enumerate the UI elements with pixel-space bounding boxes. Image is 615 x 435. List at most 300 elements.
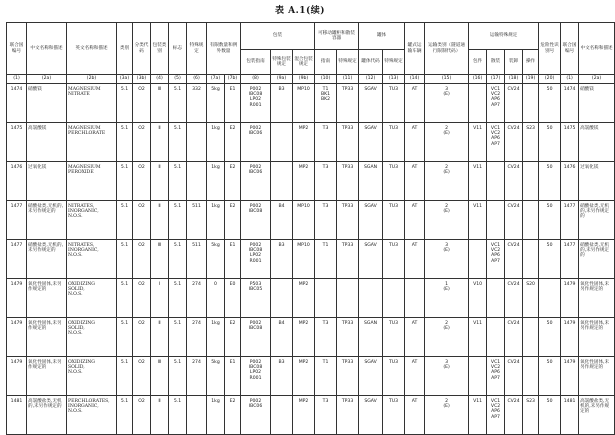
cell-tank-code: SGAV xyxy=(359,396,383,435)
cell-tank-special: TU3 xyxy=(383,123,405,162)
cell-mixed-pkg: MP2 xyxy=(293,396,315,435)
cell-excepted-qty: E2 xyxy=(225,396,241,435)
table-row xyxy=(7,318,615,357)
column-index-cell: (15) xyxy=(425,75,469,84)
cell-label: 5.1 xyxy=(169,201,187,240)
col-header-transport-category: 运输类别（隧道通行限制代码） xyxy=(425,23,469,75)
col-header-tank-code: 罐体代码 xyxy=(359,50,383,75)
cell-packing-group: Ⅲ xyxy=(151,357,169,396)
cell-limited-qty: 0 xyxy=(207,279,225,318)
cell-transport-category: 3 (E) xyxy=(425,240,469,279)
col-header-sp-handling: 装卸 xyxy=(505,50,523,75)
column-index-cell: (12) xyxy=(359,75,383,84)
cell-limited-qty: 5kg xyxy=(207,240,225,279)
cell-sp-operation: S20 xyxy=(523,279,539,318)
cell-en-name: OXIDIZING SOLID, N.O.S. xyxy=(67,318,117,357)
cell-portable-instruction xyxy=(315,279,337,318)
cell-excepted-qty: E2 xyxy=(225,162,241,201)
cell-vehicle: AT xyxy=(405,357,425,396)
cell-special-provision: 511 xyxy=(187,240,207,279)
column-index-row xyxy=(7,75,615,84)
cell-label: 5.1 xyxy=(169,123,187,162)
cell-special-provision xyxy=(187,123,207,162)
cell-un-no-end: 1476 xyxy=(561,162,579,201)
column-index-cell: (11) xyxy=(337,75,359,84)
cell-sp-package: V11 xyxy=(469,123,487,162)
cell-transport-category: 3 (E) xyxy=(425,84,469,123)
cell-cn-name-end: 硝酸镁 xyxy=(579,84,615,123)
column-index-cell: (2a) xyxy=(27,75,67,84)
cell-class: 5.1 xyxy=(117,240,133,279)
column-index-cell: (14) xyxy=(405,75,425,84)
cell-sp-package xyxy=(469,240,487,279)
column-index-cell: (10) xyxy=(315,75,337,84)
col-header-portable-instructions: 指南 xyxy=(315,50,337,75)
cell-vehicle xyxy=(405,279,425,318)
col-group-special-transport: 运输特殊规定 xyxy=(469,23,539,50)
cell-packing-group: Ⅱ xyxy=(151,396,169,435)
cell-tank-special: TU3 xyxy=(383,396,405,435)
cell-cn-name-end: 硝酸盐类,无机的,未另作规定的 xyxy=(579,240,615,279)
table-row xyxy=(7,396,615,435)
table-row xyxy=(7,84,615,123)
cell-cn-name: 氧化性固体,未另作规定的 xyxy=(27,279,67,318)
cell-portable-instruction: T3 xyxy=(315,123,337,162)
cell-pkg-special: B4 xyxy=(271,318,293,357)
cell-portable-instruction: T3 xyxy=(315,396,337,435)
column-index-cell: (13) xyxy=(383,75,405,84)
col-group-portable-tanks: 可移动罐柜和散装容器 xyxy=(315,23,359,50)
cell-vehicle: AT xyxy=(405,318,425,357)
cell-sp-operation: S23 xyxy=(523,396,539,435)
cell-hazard-id: 50 xyxy=(539,84,561,123)
cell-sp-bulk xyxy=(487,318,505,357)
cell-transport-category: 2 (E) xyxy=(425,123,469,162)
cell-vehicle: AT xyxy=(405,123,425,162)
col-header-class-code: 分类代码 xyxy=(133,23,151,75)
cell-class-code: O2 xyxy=(133,279,151,318)
cell-packing-group: Ⅱ xyxy=(151,123,169,162)
cell-tank-code: SGAV xyxy=(359,357,383,396)
cell-sp-package: V11 xyxy=(469,201,487,240)
cell-vehicle: AT xyxy=(405,162,425,201)
cell-un-no: 1479 xyxy=(7,357,27,396)
cell-un-no: 1479 xyxy=(7,279,27,318)
cell-sp-handling: CV24 xyxy=(505,396,523,435)
cell-pkg-instruction: P002 IBC08 LP02 R001 xyxy=(241,240,271,279)
cell-class-code: O2 xyxy=(133,357,151,396)
cell-pkg-special xyxy=(271,279,293,318)
cell-special-provision: 274 xyxy=(187,357,207,396)
cell-tank-special xyxy=(383,279,405,318)
column-index-cell: (8) xyxy=(241,75,271,84)
col-header-sp-bulk: 散装 xyxy=(487,50,505,75)
cell-special-provision: 274 xyxy=(187,318,207,357)
cell-un-no: 1477 xyxy=(7,201,27,240)
cell-class: 5.1 xyxy=(117,396,133,435)
cell-mixed-pkg: MP10 xyxy=(293,240,315,279)
cell-limited-qty: 1kg xyxy=(207,396,225,435)
cell-packing-group: Ⅲ xyxy=(151,240,169,279)
cell-portable-special: TP33 xyxy=(337,318,359,357)
cell-cn-name-end: 硝酸盐类,无机的,未另作规定的 xyxy=(579,201,615,240)
cell-class: 5.1 xyxy=(117,162,133,201)
cell-tank-special: TU3 xyxy=(383,162,405,201)
cell-label: 5.1 xyxy=(169,318,187,357)
cell-sp-bulk: VC1 VC2 AP6 AP7 xyxy=(487,240,505,279)
cell-transport-category: 2 (E) xyxy=(425,318,469,357)
cell-sp-package: V11 xyxy=(469,396,487,435)
cell-en-name: OXIDIZING SOLID, N.O.S. xyxy=(67,279,117,318)
col-header-sp-package: 包件 xyxy=(469,50,487,75)
cell-cn-name: 氧化性固体,未另作规定的 xyxy=(27,318,67,357)
cell-hazard-id: 50 xyxy=(539,201,561,240)
cell-en-name: NITRATES, INORGANIC, N.O.S. xyxy=(67,201,117,240)
column-index-cell: (20) xyxy=(539,75,561,84)
cell-hazard-id: 50 xyxy=(539,162,561,201)
cell-en-name: MAGNESIUM NITRATE xyxy=(67,84,117,123)
column-index-cell: (2b) xyxy=(67,75,117,84)
column-index-cell: (19) xyxy=(523,75,539,84)
cell-sp-handling: CV24 xyxy=(505,357,523,396)
column-index-cell: (4) xyxy=(151,75,169,84)
cell-cn-name: 硝酸盐类,无机的,未另作规定的 xyxy=(27,201,67,240)
cell-cn-name-end: 高氯酸镁 xyxy=(579,123,615,162)
cell-limited-qty: 1kg xyxy=(207,162,225,201)
cell-hazard-id: 50 xyxy=(539,123,561,162)
cell-mixed-pkg: MP10 xyxy=(293,84,315,123)
cell-cn-name: 硝酸镁 xyxy=(27,84,67,123)
col-header-un-no-end: 联合国编号 xyxy=(561,23,579,75)
cell-packing-group: Ⅱ xyxy=(151,162,169,201)
col-header-limited-excepted: 有限数量和例外数量 xyxy=(207,23,241,75)
cell-sp-operation xyxy=(523,357,539,396)
col-header-en-name: 英文名称和描述 xyxy=(67,23,117,75)
cell-pkg-instruction: P002 IBC08 LP02 R001 xyxy=(241,357,271,396)
cell-pkg-special xyxy=(271,123,293,162)
cell-portable-special: TP33 xyxy=(337,201,359,240)
col-group-tank: 罐体 xyxy=(359,23,405,50)
cell-pkg-special: B4 xyxy=(271,201,293,240)
cell-en-name: PERCHLORATES, INORGANIC, N.O.S. xyxy=(67,396,117,435)
cell-sp-operation xyxy=(523,162,539,201)
cell-packing-group: Ⅲ xyxy=(151,84,169,123)
cell-packing-group: Ⅱ xyxy=(151,318,169,357)
cell-un-no: 1479 xyxy=(7,318,27,357)
column-index-cell: (1) xyxy=(561,75,579,84)
column-index-cell: (5) xyxy=(169,75,187,84)
cell-hazard-id: 50 xyxy=(539,396,561,435)
cell-cn-name: 高氯酸盐类,无机的,未另作规定的 xyxy=(27,396,67,435)
cell-cn-name: 高氯酸镁 xyxy=(27,123,67,162)
cell-tank-code: SGAV xyxy=(359,201,383,240)
cell-un-no: 1475 xyxy=(7,123,27,162)
cell-sp-package: V11 xyxy=(469,318,487,357)
cell-pkg-instruction: P503 IBC05 xyxy=(241,279,271,318)
cell-sp-handling: CV24 xyxy=(505,201,523,240)
cell-class-code: O2 xyxy=(133,84,151,123)
table-row xyxy=(7,357,615,396)
cell-tank-code: SGAV xyxy=(359,240,383,279)
cell-class: 5.1 xyxy=(117,201,133,240)
cell-packing-group: Ⅱ xyxy=(151,201,169,240)
cell-sp-handling: CV24 xyxy=(505,162,523,201)
cell-en-name: MAGNESIUM PEROXIDE xyxy=(67,162,117,201)
cell-hazard-id: 50 xyxy=(539,357,561,396)
cell-sp-operation xyxy=(523,240,539,279)
cell-tank-special: TU3 xyxy=(383,318,405,357)
cell-tank-code: SGAV xyxy=(359,123,383,162)
cell-portable-instruction: T1 BK1 BK2 xyxy=(315,84,337,123)
cell-hazard-id: 50 xyxy=(539,318,561,357)
cell-mixed-pkg: MP10 xyxy=(293,201,315,240)
cell-portable-special: TP33 xyxy=(337,162,359,201)
cell-portable-instruction: T3 xyxy=(315,318,337,357)
cell-pkg-instruction: P002 IBC08 LP02 R001 xyxy=(241,84,271,123)
column-index-cell: (17) xyxy=(487,75,505,84)
cell-sp-operation xyxy=(523,201,539,240)
cell-sp-bulk: VC1 VC2 AP6 AP7 xyxy=(487,84,505,123)
cell-portable-instruction: T3 xyxy=(315,201,337,240)
cell-limited-qty: 1kg xyxy=(207,318,225,357)
cell-tank-code xyxy=(359,279,383,318)
cell-sp-handling: CV24 xyxy=(505,279,523,318)
column-index-cell: (9b) xyxy=(293,75,315,84)
cell-tank-code: SGAN xyxy=(359,318,383,357)
cell-pkg-special: B3 xyxy=(271,357,293,396)
cell-un-no: 1481 xyxy=(7,396,27,435)
cell-pkg-special xyxy=(271,396,293,435)
cell-pkg-instruction: P002 IBC08 xyxy=(241,318,271,357)
cell-sp-package xyxy=(469,84,487,123)
cell-packing-group: Ⅰ xyxy=(151,279,169,318)
cell-excepted-qty: E1 xyxy=(225,84,241,123)
cell-pkg-instruction: P002 IBC06 xyxy=(241,162,271,201)
cell-tank-special: TU3 xyxy=(383,357,405,396)
cell-sp-handling: CV24 xyxy=(505,84,523,123)
col-header-packing-group: 包装类别 xyxy=(151,23,169,75)
cell-excepted-qty: E2 xyxy=(225,318,241,357)
cell-portable-special: TP33 xyxy=(337,396,359,435)
cell-cn-name-end: 氧化性固体,未另作规定的 xyxy=(579,357,615,396)
cell-special-provision xyxy=(187,396,207,435)
column-index-cell: (9a) xyxy=(271,75,293,84)
cell-limited-qty: 5kg xyxy=(207,84,225,123)
cell-portable-special: TP33 xyxy=(337,240,359,279)
cell-class-code: O2 xyxy=(133,240,151,279)
cell-portable-instruction: T3 xyxy=(315,162,337,201)
cell-pkg-special: B3 xyxy=(271,240,293,279)
cell-pkg-instruction: P002 IBC06 xyxy=(241,396,271,435)
col-header-cn-name-end: 中文名称和描述 xyxy=(579,23,615,75)
cell-cn-name: 过氧化镁 xyxy=(27,162,67,201)
table-row xyxy=(7,123,615,162)
cell-sp-handling: CV24 xyxy=(505,240,523,279)
cell-pkg-instruction: P002 IBC06 xyxy=(241,123,271,162)
cell-cn-name-end: 高氯酸盐类,无机的,未另作规定的 xyxy=(579,396,615,435)
cell-mixed-pkg: MP2 xyxy=(293,123,315,162)
col-header-vehicle: 罐式运输车辆 xyxy=(405,23,425,75)
cell-pkg-special: B3 xyxy=(271,84,293,123)
cell-en-name: OXIDIZING SOLID, N.O.S. xyxy=(67,357,117,396)
cell-tank-special: TU3 xyxy=(383,201,405,240)
cell-mixed-pkg: MP2 xyxy=(293,357,315,396)
cell-excepted-qty: E2 xyxy=(225,201,241,240)
cell-sp-operation xyxy=(523,318,539,357)
table-row xyxy=(7,240,615,279)
col-group-packaging: 包装 xyxy=(241,23,315,50)
cell-label: 5.1 xyxy=(169,279,187,318)
cell-cn-name: 硝酸盐类,无机的,未另作规定的 xyxy=(27,240,67,279)
cell-transport-category: 3 (E) xyxy=(425,357,469,396)
cell-limited-qty: 1kg xyxy=(207,123,225,162)
cell-transport-category: 1 (E) xyxy=(425,279,469,318)
table-row xyxy=(7,201,615,240)
cell-sp-package: V11 xyxy=(469,162,487,201)
cell-class: 5.1 xyxy=(117,123,133,162)
cell-excepted-qty: E0 xyxy=(225,279,241,318)
cell-sp-bulk: VC1 VC2 AP6 AP7 xyxy=(487,123,505,162)
col-header-sp-operation: 操作 xyxy=(523,50,539,75)
cell-pkg-special xyxy=(271,162,293,201)
cell-mixed-pkg: MP2 xyxy=(293,318,315,357)
cell-class-code: O2 xyxy=(133,123,151,162)
cell-mixed-pkg: MP2 xyxy=(293,162,315,201)
cell-special-provision: 274 xyxy=(187,279,207,318)
cell-class-code: O2 xyxy=(133,201,151,240)
col-header-special-provisions: 特殊规定 xyxy=(187,23,207,75)
cell-un-no: 1474 xyxy=(7,84,27,123)
column-index-cell: (7a) xyxy=(207,75,225,84)
dangerous-goods-table xyxy=(6,22,615,435)
cell-transport-category: 2 (E) xyxy=(425,162,469,201)
cell-sp-bulk xyxy=(487,201,505,240)
col-header-labels: 标志 xyxy=(169,23,187,75)
cell-portable-instruction: T1 xyxy=(315,240,337,279)
cell-un-no-end: 1479 xyxy=(561,318,579,357)
cell-label: 5.1 xyxy=(169,84,187,123)
cell-un-no-end: 1474 xyxy=(561,84,579,123)
col-header-tank-special: 特殊规定 xyxy=(383,50,405,75)
cell-class-code: O2 xyxy=(133,318,151,357)
cell-sp-operation: S23 xyxy=(523,123,539,162)
column-index-cell: (3b) xyxy=(133,75,151,84)
cell-transport-category: 2 (E) xyxy=(425,201,469,240)
cell-sp-handling: CV24 xyxy=(505,318,523,357)
cell-vehicle: AT xyxy=(405,240,425,279)
cell-vehicle: AT xyxy=(405,201,425,240)
column-index-cell: (18) xyxy=(505,75,523,84)
cell-class-code: O2 xyxy=(133,396,151,435)
cell-mixed-pkg: MP2 xyxy=(293,279,315,318)
cell-portable-instruction: T1 xyxy=(315,357,337,396)
cell-un-no-end: 1479 xyxy=(561,279,579,318)
cell-tank-special: TU3 xyxy=(383,84,405,123)
cell-hazard-id: 50 xyxy=(539,240,561,279)
cell-cn-name: 氧化性固体,未另作规定的 xyxy=(27,357,67,396)
cell-en-name: MAGNESIUM PERCHLORATE xyxy=(67,123,117,162)
cell-un-no-end: 1479 xyxy=(561,357,579,396)
cell-portable-special: TP33 xyxy=(337,357,359,396)
table-caption: 表 A.1(续) xyxy=(274,6,326,16)
cell-sp-operation xyxy=(523,84,539,123)
col-header-cn-name: 中文名称和描述 xyxy=(27,23,67,75)
cell-un-no-end: 1481 xyxy=(561,396,579,435)
cell-sp-bulk xyxy=(487,162,505,201)
cell-class: 5.1 xyxy=(117,318,133,357)
cell-cn-name-end: 氧化性固体,未另作规定的 xyxy=(579,279,615,318)
cell-excepted-qty: E2 xyxy=(225,123,241,162)
cell-class: 5.1 xyxy=(117,279,133,318)
col-header-un-no: 联合国编号 xyxy=(7,23,27,75)
cell-sp-bulk: VC1 VC2 AP6 AP7 xyxy=(487,396,505,435)
cell-tank-code: SGAN xyxy=(359,162,383,201)
col-header-class: 类别 xyxy=(117,23,133,75)
cell-un-no-end: 1477 xyxy=(561,201,579,240)
cell-special-provision: 332 xyxy=(187,84,207,123)
cell-un-no: 1476 xyxy=(7,162,27,201)
cell-sp-bulk: VC1 VC2 AP6 AP7 xyxy=(487,357,505,396)
table-row xyxy=(7,279,615,318)
cell-class-code: O2 xyxy=(133,162,151,201)
cell-un-no-end: 1477 xyxy=(561,240,579,279)
header-row-top xyxy=(7,23,615,50)
cell-vehicle: AT xyxy=(405,396,425,435)
col-header-pkg-instructions: 包装指南 xyxy=(241,50,271,75)
cell-excepted-qty: E1 xyxy=(225,240,241,279)
column-index-cell: (1) xyxy=(7,75,27,84)
cell-portable-special xyxy=(337,279,359,318)
column-index-cell: (3a) xyxy=(117,75,133,84)
col-header-pkg-special: 特殊包装规定 xyxy=(271,50,293,75)
col-header-mixed-pkg: 混合包装规定 xyxy=(293,50,315,75)
cell-special-provision xyxy=(187,162,207,201)
cell-hazard-id xyxy=(539,279,561,318)
cell-excepted-qty: E1 xyxy=(225,357,241,396)
cell-limited-qty: 5kg xyxy=(207,357,225,396)
cell-label: 5.1 xyxy=(169,396,187,435)
cell-cn-name-end: 氧化性固体,未另作规定的 xyxy=(579,318,615,357)
cell-un-no: 1477 xyxy=(7,240,27,279)
cell-cn-name-end: 过氧化镁 xyxy=(579,162,615,201)
cell-en-name: NITRATES, INORGANIC, N.O.S. xyxy=(67,240,117,279)
cell-tank-code: SGAV xyxy=(359,84,383,123)
cell-un-no-end: 1475 xyxy=(561,123,579,162)
cell-portable-special: TP33 xyxy=(337,123,359,162)
column-index-cell: (16) xyxy=(469,75,487,84)
cell-sp-handling: CV24 xyxy=(505,123,523,162)
cell-limited-qty: 1kg xyxy=(207,201,225,240)
cell-vehicle: AT xyxy=(405,84,425,123)
cell-special-provision: 511 xyxy=(187,201,207,240)
column-index-cell: (2a) xyxy=(579,75,615,84)
table-row xyxy=(7,162,615,201)
cell-sp-package: V10 xyxy=(469,279,487,318)
column-index-cell: (6) xyxy=(187,75,207,84)
cell-label: 5.1 xyxy=(169,240,187,279)
cell-sp-package xyxy=(469,357,487,396)
cell-sp-bulk xyxy=(487,279,505,318)
cell-portable-special: TP33 xyxy=(337,84,359,123)
cell-label: 5.1 xyxy=(169,357,187,396)
cell-label: 5.1 xyxy=(169,162,187,201)
cell-class: 5.1 xyxy=(117,357,133,396)
col-header-hazard-id: 危险性识别号 xyxy=(539,23,561,75)
column-index-cell: (7b) xyxy=(225,75,241,84)
col-header-portable-special: 特殊规定 xyxy=(337,50,359,75)
cell-pkg-instruction: P002 IBC08 xyxy=(241,201,271,240)
cell-tank-special: TU3 xyxy=(383,240,405,279)
